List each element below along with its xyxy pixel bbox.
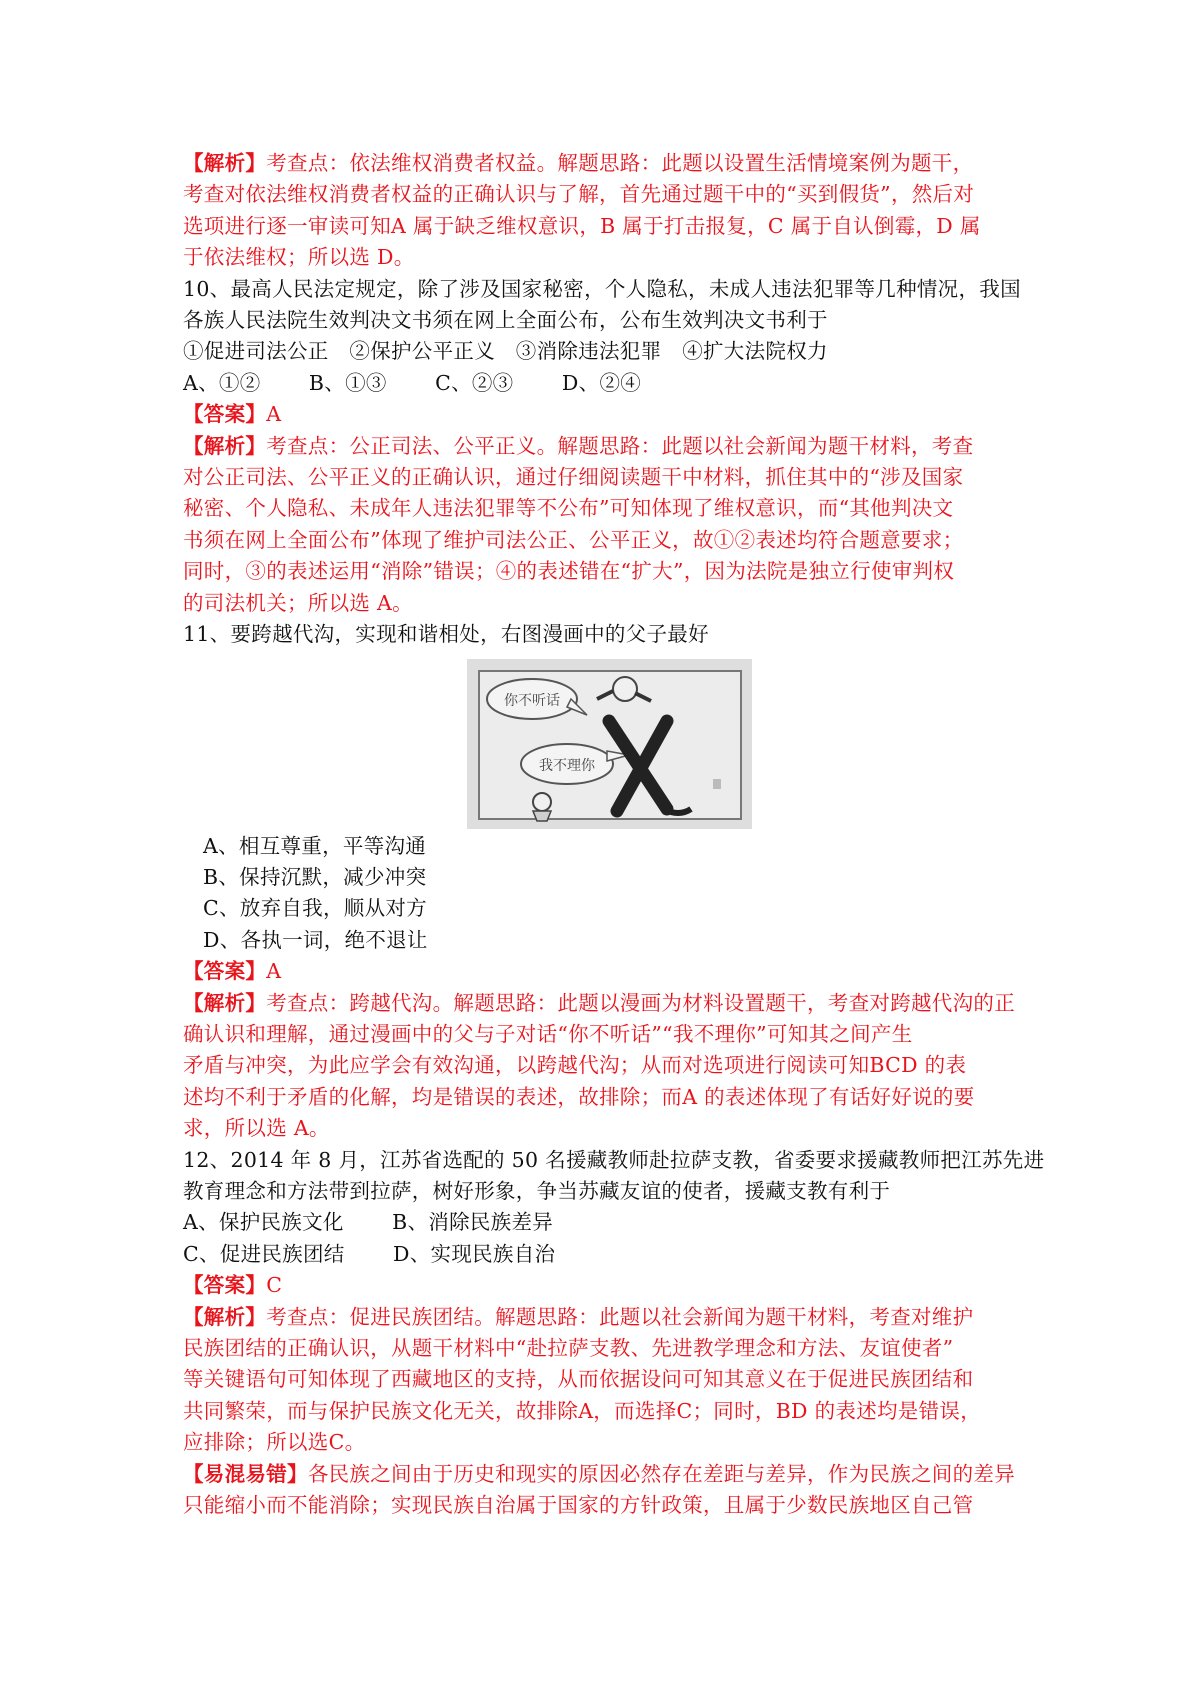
q12-stem: 12、2014 年 8 月，江苏省选配的 50 名援藏教师赴拉萨支教，省委要求援藏教师把江苏先进 <box>183 1147 1045 1172</box>
q11-option: C、放弃自我，顺从对方 <box>203 896 427 921</box>
q12-confusion-line: 只能缩小而不能消除；实现民族自治属于国家的方针政策，且属于少数民族地区自己管 <box>183 1493 974 1518</box>
bubble-bottom-text: 我不理你 <box>539 757 595 774</box>
q10-options: A、①② B、①③ C、②③ D、②④ <box>183 370 642 395</box>
analysis-tag: 【解析】 <box>183 990 267 1015</box>
document-content <box>183 148 1063 1521</box>
q11-analysis-line: 矛盾与冲突，为此应学会有效沟通，以跨越代沟；从而对选项进行阅读可知BCD 的表 <box>183 1053 967 1078</box>
q9-analysis-line: 选项进行逐一审读可知A 属于缺乏维权意识，B 属于打击报复，C 属于自认倒霉，D 属 <box>183 213 981 238</box>
q12-analysis-line: 共同繁荣，而与保护民族文化无关，故排除A，而选择C；同时，BD 的表述均是错误， <box>183 1398 982 1423</box>
q12-answer <box>183 1270 1063 1301</box>
analysis-tag: 【解析】 <box>183 433 267 458</box>
confusion-tag: 【易混易错】 <box>183 1461 308 1486</box>
answer-value: C <box>266 1273 283 1298</box>
q11-stem: 11、要跨越代沟，实现和谐相处，右图漫画中的父子最好 <box>183 622 709 647</box>
q12-confusion-line: 【易混易错】各民族之间由于历史和现实的原因必然存在差距与差异，作为民族之间的差异 <box>183 1461 1016 1486</box>
q12-analysis-line: 【解析】考查点：促进民族团结。解题思路：此题以社会新闻为题干材料，考查对维护 <box>183 1304 974 1329</box>
q11-answer <box>183 956 1063 987</box>
q11-analysis-line: 述均不利于矛盾的化解，均是错误的表述，故排除；而A 的表述体现了有话好好说的要 <box>183 1084 975 1109</box>
analysis-tag: 【解析】 <box>183 151 267 175</box>
q9-analysis-line: 【解析】考查点：依法维权消费者权益。解题思路：此题以设置生活情境案例为题干， <box>183 151 974 175</box>
analysis-tag: 【解析】 <box>183 1304 267 1329</box>
q10-analysis-line: 秘密、个人隐私、未成年人违法犯罪等不公布”可知体现了维权意识，而“其他判决文 <box>183 496 954 521</box>
q12-options: A、保护民族文化 B、消除民族差异 <box>183 1210 554 1235</box>
answer-tag: 【答案】 <box>183 959 267 984</box>
q10-analysis-line: 同时，③的表述运用“消除”错误；④的表述错在“扩大”，因为法院是独立行使审判权 <box>183 559 955 584</box>
q10-analysis-line: 【解析】考查点：公正司法、公平正义。解题思路：此题以社会新闻为题干材料，考查 <box>183 433 974 458</box>
q11-analysis-line: 确认识和理解，通过漫画中的父与子对话“你不听话”“我不理你”可知其之间产生 <box>183 1021 913 1046</box>
q10-answer <box>183 399 1063 430</box>
q11-analysis-line: 【解析】考查点：跨越代沟。解题思路：此题以漫画为材料设置题干，考查对跨越代沟的正 <box>183 990 1016 1015</box>
answer-tag: 【答案】 <box>183 402 267 427</box>
q11-option: B、保持沉默，减少冲突 <box>203 864 427 889</box>
q12-options: C、促进民族团结 D、实现民族自治 <box>183 1241 556 1266</box>
q11-option: A、相互尊重，平等沟通 <box>203 833 427 858</box>
q10-statements: ①促进司法公正 ②保护公平正义 ③消除违法犯罪 ④扩大法院权力 <box>183 339 828 364</box>
q9-analysis-line: 考查对依法维权消费者权益的正确认识与了解，首先通过题干中的“买到假货”，然后对 <box>183 182 975 207</box>
answer-tag: 【答案】 <box>183 1273 267 1298</box>
answer-value: A <box>266 959 282 984</box>
q12-analysis-line: 应排除；所以选C。 <box>183 1430 366 1455</box>
q10-stem: 各族人民法院生效判决文书须在网上全面公布，公布生效判决文书利于 <box>183 308 828 333</box>
answer-value: A <box>266 402 282 427</box>
q10-stem: 10、最高人民法定规定，除了涉及国家秘密，个人隐私，未成人违法犯罪等几种情况，我国 <box>183 276 1021 301</box>
q9-analysis-line: 于依法维权；所以选 D。 <box>183 245 415 270</box>
q12-analysis-line: 等关键语句可知体现了西藏地区的支持，从而依据设问可知其意义在于促进民族团结和 <box>183 1367 974 1392</box>
q10-analysis-line: 书须在网上全面公布”体现了维护司法公正、公平正义，故①②表述均符合题意要求； <box>183 527 964 552</box>
q12-analysis-line: 民族团结的正确认识，从题干材料中“赴拉萨支教、先进教学理念和方法、友谊使者” <box>183 1336 954 1360</box>
father-son-cartoon <box>467 659 752 829</box>
q10-analysis-line: 的司法机关；所以选 A。 <box>183 590 413 615</box>
bubble-top-text: 你不听话 <box>504 692 560 709</box>
q11-analysis-line: 求，所以选 A。 <box>183 1116 330 1141</box>
q11-option: D、各执一词，绝不退让 <box>203 927 428 952</box>
q11-figure <box>183 651 1063 831</box>
q10-analysis-line: 对公正司法、公平正义的正确认识，通过仔细阅读题干中材料，抓住其中的“涉及国家 <box>183 465 964 490</box>
q12-stem: 教育理念和方法带到拉萨，树好形象，争当苏藏友谊的使者，援藏支教有利于 <box>183 1178 891 1203</box>
